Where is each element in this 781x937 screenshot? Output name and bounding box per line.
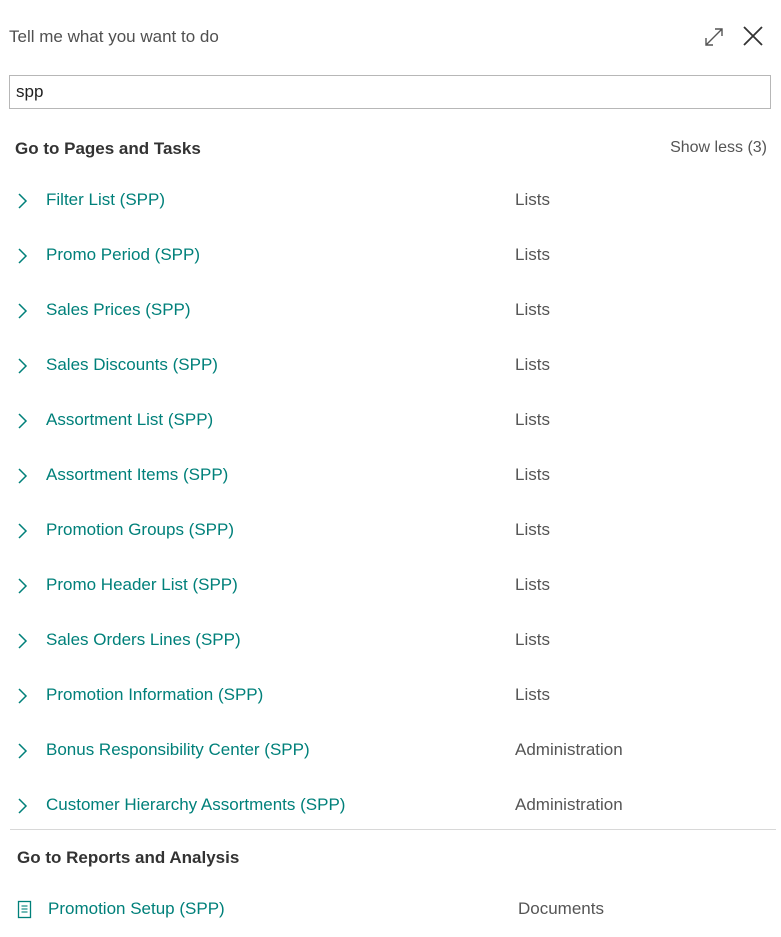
result-category: Lists: [515, 300, 550, 319]
result-row[interactable]: [0, 227, 781, 282]
chevron-right-icon: [14, 302, 30, 320]
result-label: Bonus Responsibility Center (SPP): [46, 740, 310, 759]
result-label: Sales Orders Lines (SPP): [46, 630, 241, 649]
chevron-right-icon: [14, 632, 30, 650]
report-document-icon: [17, 900, 33, 919]
dialog-header: [0, 0, 781, 72]
result-row[interactable]: [0, 667, 781, 722]
result-category: Lists: [515, 465, 550, 484]
result-label: Promotion Groups (SPP): [46, 520, 235, 539]
search-input[interactable]: [9, 75, 771, 109]
chevron-right-icon: [14, 467, 30, 485]
chevron-right-icon: [14, 742, 30, 760]
result-row[interactable]: [0, 777, 781, 832]
show-less-link[interactable]: Show less (3): [670, 139, 767, 156]
chevron-right-icon: [14, 357, 30, 375]
result-label: Customer Hierarchy Assortments (SPP): [46, 795, 346, 814]
result-category: Lists: [515, 245, 550, 264]
result-label: Promo Period (SPP): [46, 245, 200, 264]
result-category: Lists: [515, 685, 550, 704]
chevron-right-icon: [14, 797, 30, 815]
result-row[interactable]: [0, 172, 781, 227]
result-label: Sales Discounts (SPP): [46, 355, 218, 374]
result-row[interactable]: [0, 612, 781, 667]
result-category: Lists: [515, 190, 550, 209]
result-label: Assortment Items (SPP): [46, 465, 229, 484]
result-label: Promotion Information (SPP): [46, 685, 264, 704]
chevron-right-icon: [14, 577, 30, 595]
pages-section-title: Go to Pages and Tasks: [15, 139, 201, 158]
result-label: Assortment List (SPP): [46, 410, 214, 429]
chevron-right-icon: [14, 247, 30, 265]
pages-section-header: [15, 139, 767, 161]
close-icon: [741, 24, 765, 48]
result-label: Filter List (SPP): [46, 190, 166, 209]
report-category: Documents: [518, 899, 604, 918]
result-category: Administration: [515, 740, 623, 759]
result-category: Lists: [515, 630, 550, 649]
chevron-right-icon: [14, 192, 30, 210]
result-category: Lists: [515, 355, 550, 374]
result-category: Lists: [515, 575, 550, 594]
result-row[interactable]: [0, 447, 781, 502]
expand-button[interactable]: [699, 22, 729, 52]
result-row[interactable]: [0, 392, 781, 447]
dialog-title: Tell me what you want to do: [9, 27, 219, 46]
result-row[interactable]: [0, 282, 781, 337]
section-divider: [10, 829, 776, 830]
reports-section-title: Go to Reports and Analysis: [17, 848, 240, 867]
result-category: Lists: [515, 520, 550, 539]
chevron-right-icon: [14, 412, 30, 430]
result-label: Sales Prices (SPP): [46, 300, 191, 319]
chevron-right-icon: [14, 522, 30, 540]
pages-results-list: [0, 172, 781, 832]
result-row[interactable]: [0, 557, 781, 612]
close-button[interactable]: [738, 21, 768, 51]
chevron-right-icon: [14, 687, 30, 705]
result-row[interactable]: [0, 722, 781, 777]
report-label: Promotion Setup (SPP): [48, 899, 225, 918]
result-category: Lists: [515, 410, 550, 429]
expand-icon: [703, 26, 725, 48]
result-row[interactable]: [0, 502, 781, 557]
result-row[interactable]: [0, 337, 781, 392]
report-row-promotion-setup[interactable]: [0, 882, 781, 932]
result-label: Promo Header List (SPP): [46, 575, 238, 594]
result-category: Administration: [515, 795, 623, 814]
